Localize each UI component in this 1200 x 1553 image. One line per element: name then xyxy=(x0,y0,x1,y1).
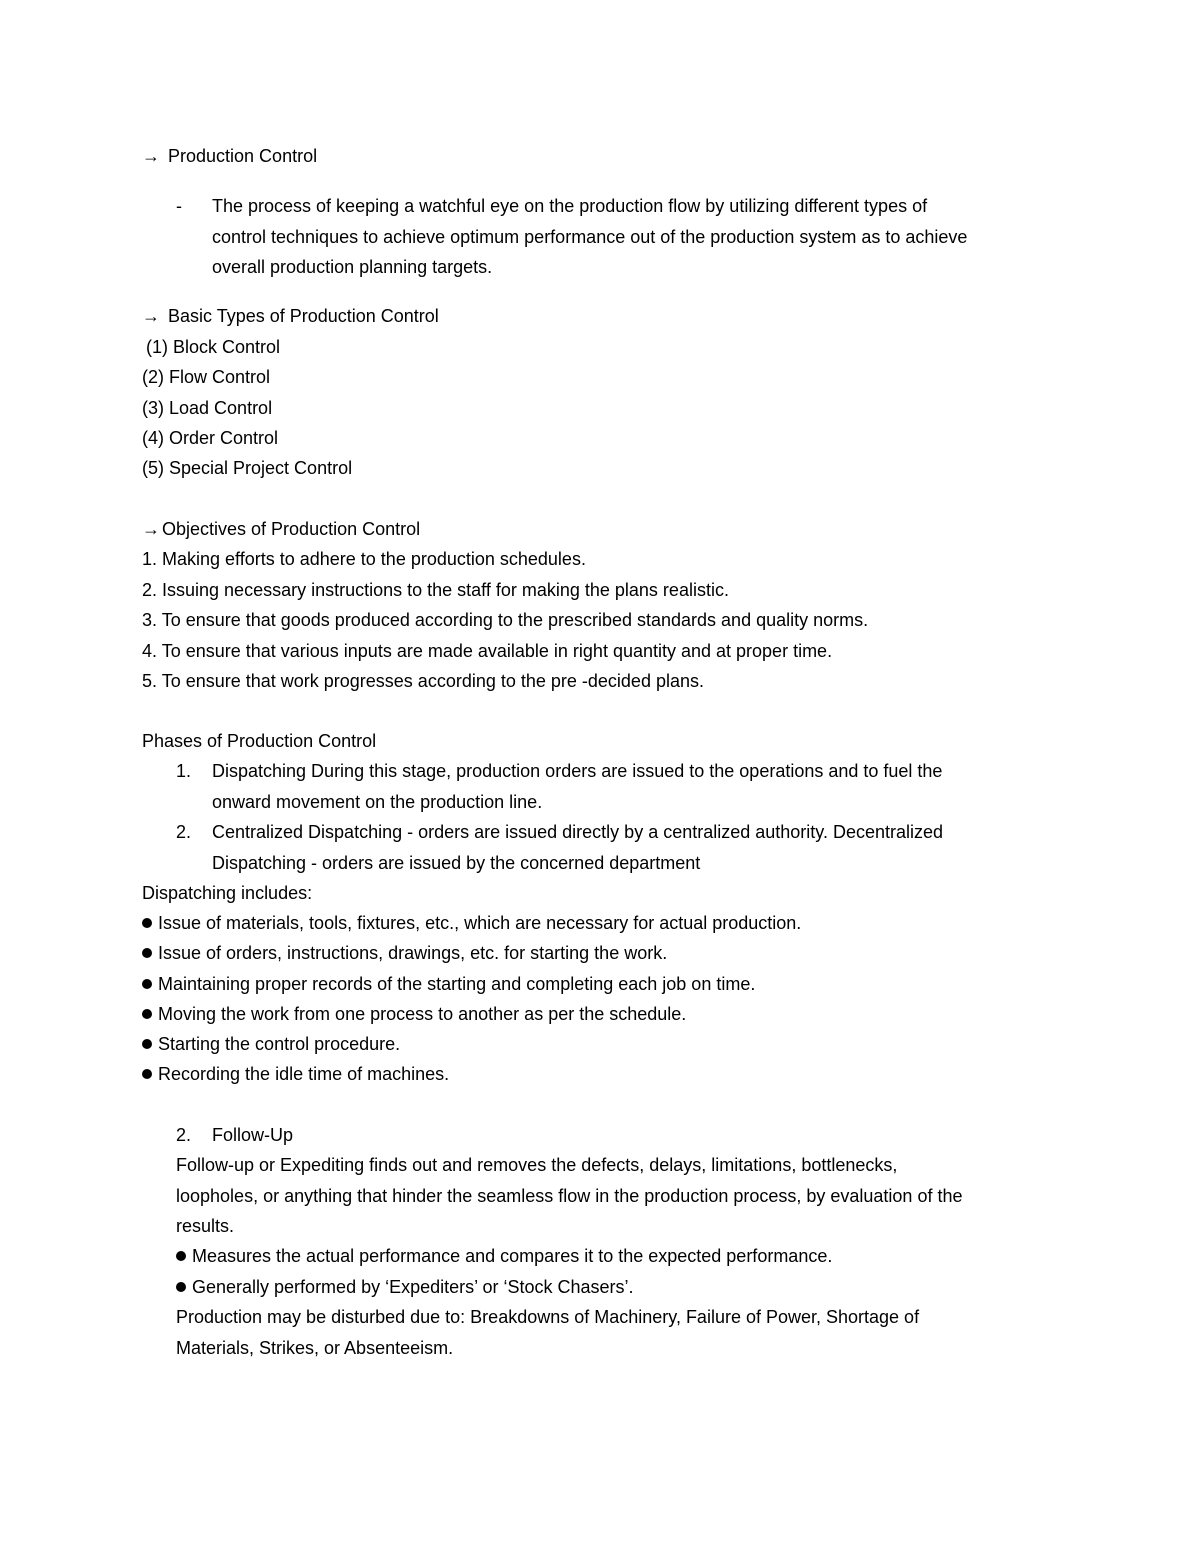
bullet-item xyxy=(142,942,667,964)
bullet-dot-icon xyxy=(142,979,152,989)
definition-line: control techniques to achieve optimum performance out of the production system as to achieve xyxy=(212,227,968,247)
list-item: (4) Order Control xyxy=(142,428,279,448)
phase-line: Centralized Dispatching - orders are issued directly by a centralized authority. Decentralized xyxy=(212,822,944,842)
phases-heading: Phases of Production Control xyxy=(142,731,377,751)
bullet-text: Generally performed by ‘Expediters’ or ‘Stock Chasers’. xyxy=(192,1277,634,1297)
bullet-dot-icon xyxy=(142,1069,152,1079)
bullet-dot-icon xyxy=(176,1251,186,1261)
heading-text: Basic Types of Production Control xyxy=(168,306,439,326)
follow-up-paragraph-line: results. xyxy=(176,1216,235,1236)
phase-number: 2. xyxy=(176,822,192,842)
list-item: 4. To ensure that various inputs are made available in right quantity and at proper time. xyxy=(142,641,833,661)
list-item: (5) Special Project Control xyxy=(142,458,353,478)
bullet-text: Recording the idle time of machines. xyxy=(158,1064,450,1084)
bullet-dot-icon xyxy=(176,1282,186,1292)
follow-up-heading: Follow-Up xyxy=(212,1125,294,1145)
objectives-heading xyxy=(142,518,420,540)
bullet-dot-icon xyxy=(142,1039,152,1049)
list-item: 2. Issuing necessary instructions to the staff for making the plans realistic. xyxy=(142,580,729,600)
bullet-dot-icon xyxy=(142,918,152,928)
list-item: (1) Block Control xyxy=(146,337,281,357)
follow-up-paragraph-line: loopholes, or anything that hinder the seamless flow in the production process, by evaluation of the xyxy=(176,1186,963,1206)
bullet-item xyxy=(142,1003,686,1025)
bullet-text: Moving the work from one process to another as per the schedule. xyxy=(158,1004,687,1024)
phase-line: Dispatching During this stage, production orders are issued to the operations and to fuel the xyxy=(212,761,943,781)
bullet-item xyxy=(142,1033,400,1055)
bullet-dot-icon xyxy=(142,1009,152,1019)
definition-line: overall production planning targets. xyxy=(212,257,493,277)
list-item: 5. To ensure that work progresses according to the pre -decided plans. xyxy=(142,671,704,691)
heading-text: Production Control xyxy=(168,146,318,166)
closing-line: Production may be disturbed due to: Breakdowns of Machinery, Failure of Power, Shortage of xyxy=(176,1307,920,1327)
phase-number: 1. xyxy=(176,761,192,781)
phase-line: Dispatching - orders are issued by the concerned department xyxy=(212,853,701,873)
list-item: (3) Load Control xyxy=(142,398,273,418)
list-item: 1. Making efforts to adhere to the production schedules. xyxy=(142,549,586,569)
bullet-text: Issue of materials, tools, fixtures, etc., which are necessary for actual production. xyxy=(158,913,802,933)
heading-text: Objectives of Production Control xyxy=(162,519,421,539)
production-control-heading xyxy=(142,145,317,167)
bullet-item xyxy=(142,973,755,995)
basic-types-heading xyxy=(142,305,439,327)
bullet-text: Maintaining proper records of the starting and completing each job on time. xyxy=(158,974,756,994)
list-item: 3. To ensure that goods produced according to the prescribed standards and quality norms. xyxy=(142,610,869,630)
bullet-item xyxy=(142,912,801,934)
list-item: (2) Flow Control xyxy=(142,367,271,387)
dispatching-includes-heading: Dispatching includes: xyxy=(142,883,313,903)
right-arrow-icon: → xyxy=(142,146,160,166)
bullet-text: Measures the actual performance and compares it to the expected performance. xyxy=(192,1246,833,1266)
bullet-item xyxy=(176,1276,634,1298)
bullet-item xyxy=(176,1245,832,1267)
bullet-text: Issue of orders, instructions, drawings, etc. for starting the work. xyxy=(158,943,668,963)
closing-line: Materials, Strikes, or Absenteeism. xyxy=(176,1338,454,1358)
bullet-text: Starting the control procedure. xyxy=(158,1034,401,1054)
bullet-dot-icon xyxy=(142,948,152,958)
definition-line: The process of keeping a watchful eye on the production flow by utilizing different types of xyxy=(212,196,928,216)
phase-line: onward movement on the production line. xyxy=(212,792,543,812)
phase-number: 2. xyxy=(176,1125,192,1145)
definition-dash: - xyxy=(176,196,182,216)
right-arrow-icon: → xyxy=(142,519,160,539)
right-arrow-icon: → xyxy=(142,306,160,326)
follow-up-paragraph-line: Follow-up or Expediting finds out and removes the defects, delays, limitations, bottlenecks, xyxy=(176,1155,898,1175)
bullet-item xyxy=(142,1063,449,1085)
